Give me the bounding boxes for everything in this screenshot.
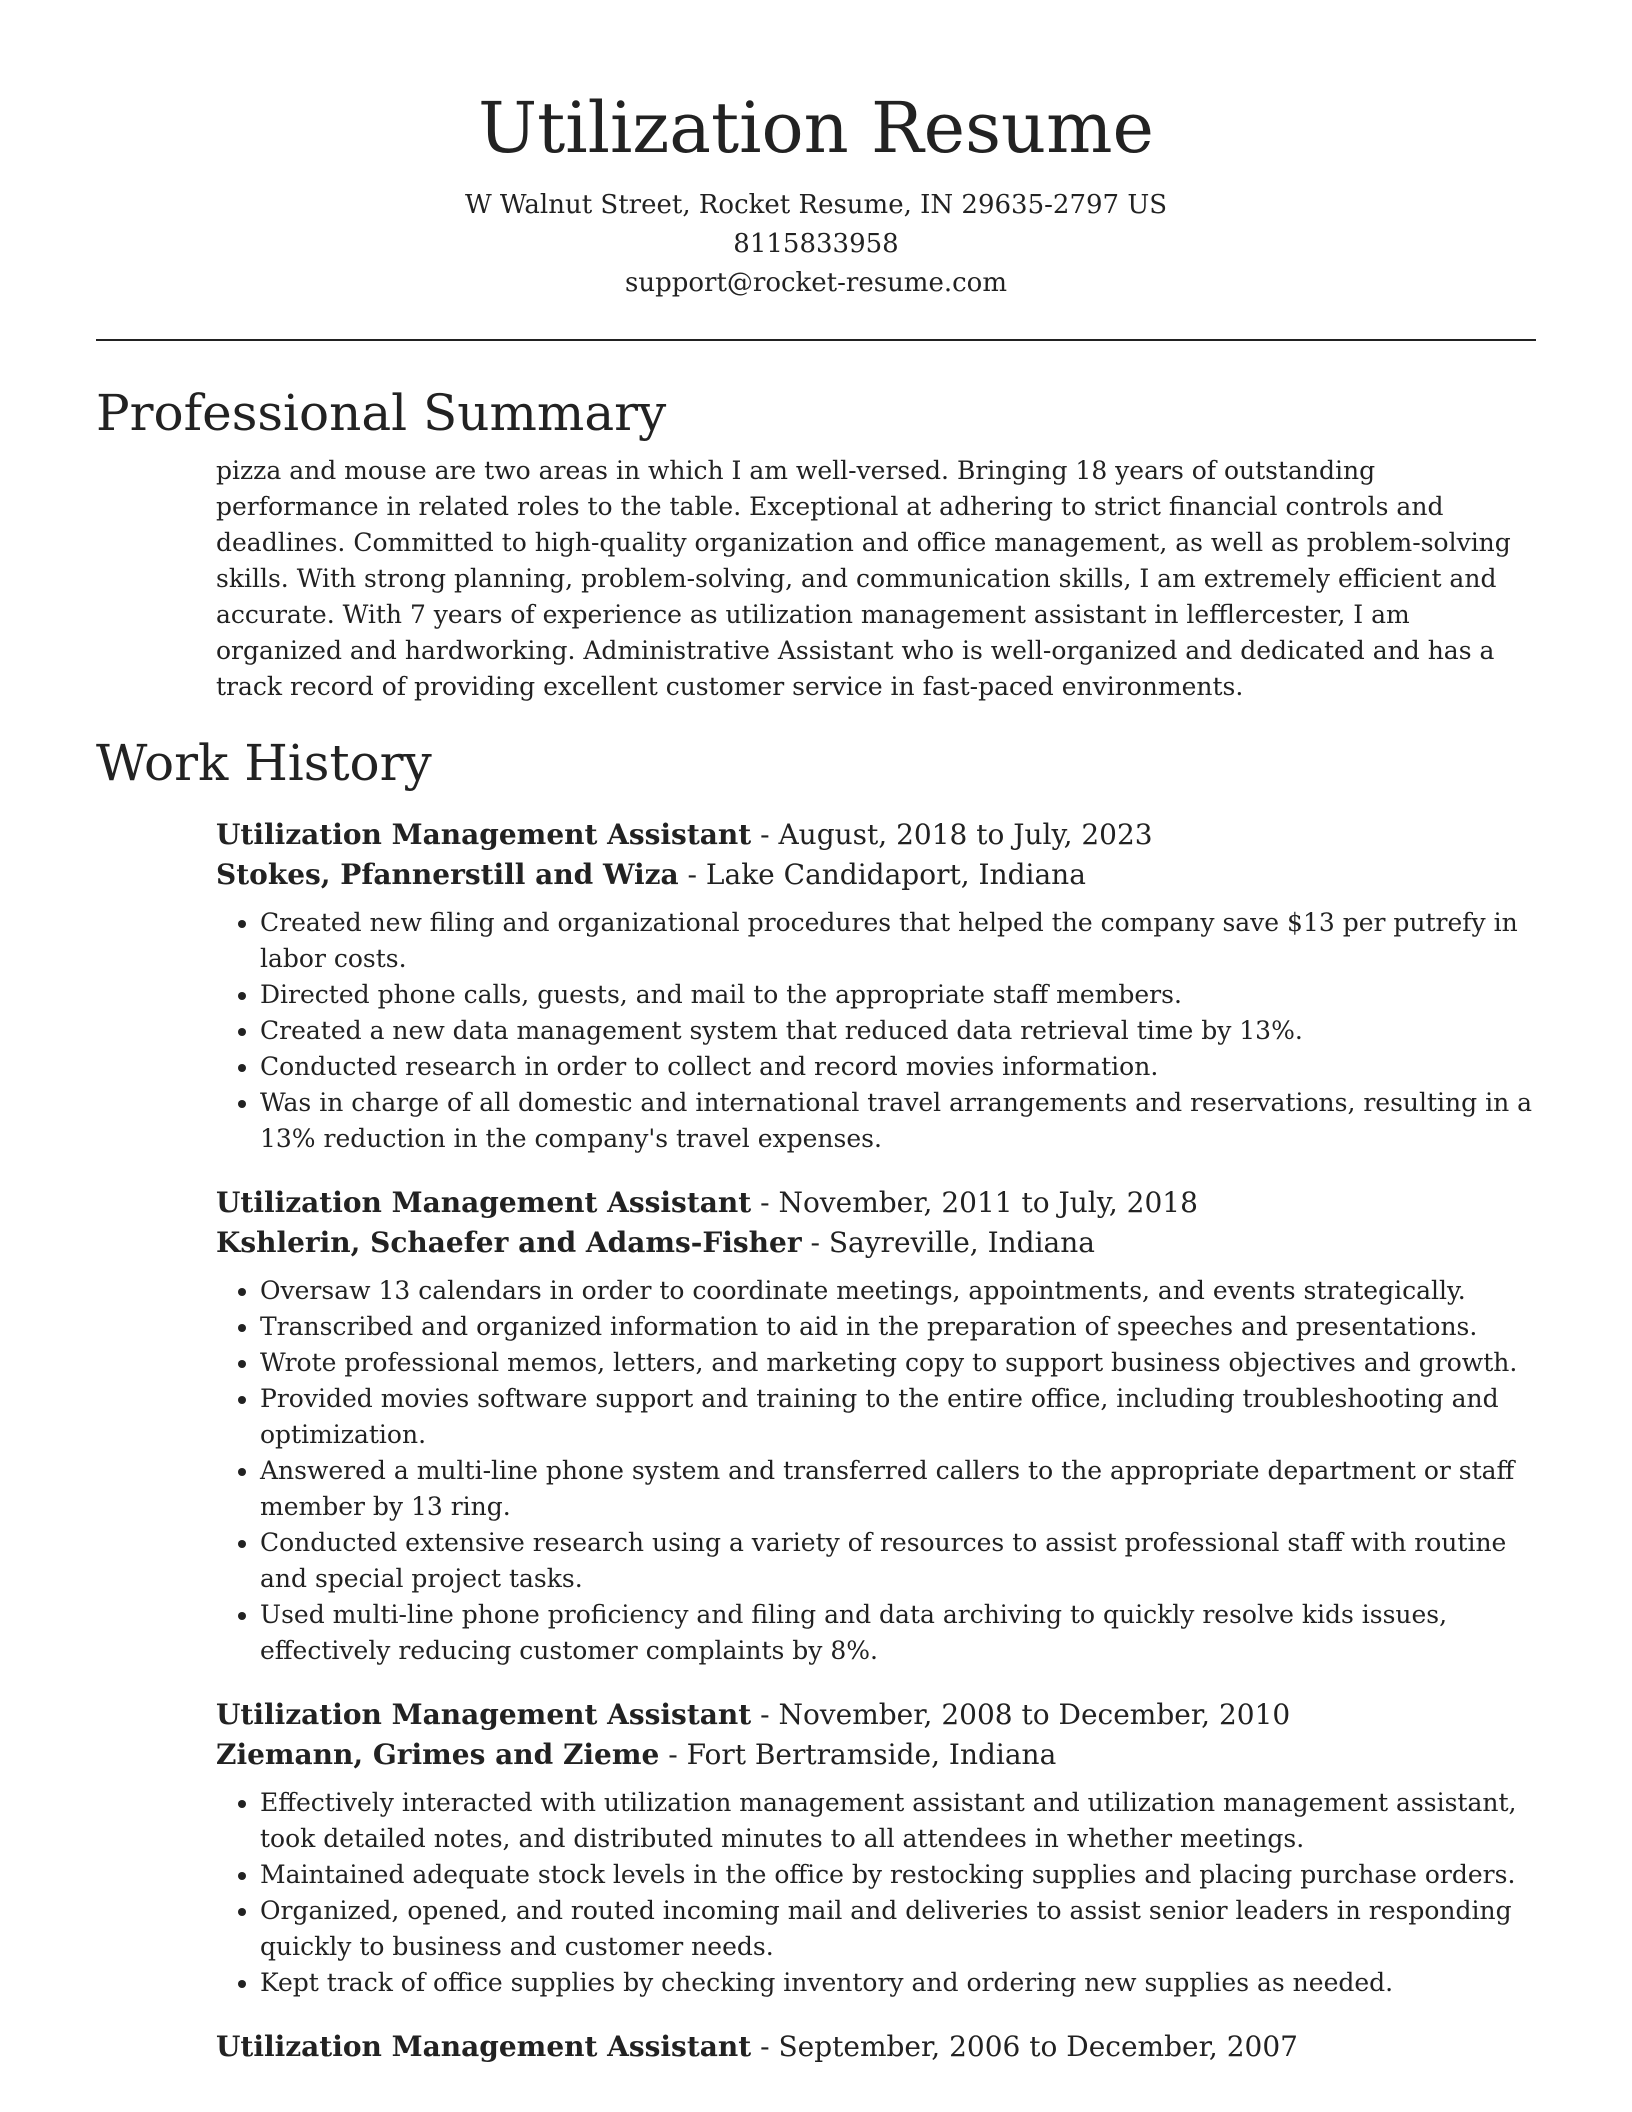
job-bullet: • Organized, opened, and routed incoming mail and deliveries to assist senior leaders in responding quickly to business and customer needs. [260,1893,1536,1965]
job-company-line [216,1735,1536,1775]
job-company: Stokes, Pfannerstill and Wiza [216,858,679,891]
job-title-line [216,1695,1536,1735]
work-history-section [96,815,1536,2067]
job-bullet: • Kept track of office supplies by checking inventory and ordering new supplies as needed. [260,1965,1536,2001]
job-bullets [216,1273,1536,1669]
separator: - [678,858,706,891]
job-bullet: • Provided movies software support and training to the entire office, including troubleshooting and optimization. [260,1381,1536,1453]
job-bullet: • Conducted research in order to collect and record movies information. [260,1049,1536,1085]
separator: - [751,818,779,851]
job-location: Sayreville, Indiana [828,1226,1095,1259]
separator: - [659,1738,687,1771]
summary-section [96,453,1536,705]
job-entry [216,2027,1536,2067]
job-title-line [216,2027,1536,2067]
separator: - [751,1186,779,1219]
job-company: Kshlerin, Schaefer and Adams-Fisher [216,1226,802,1259]
work-history-heading: Work History [96,734,432,792]
job-bullet: • Directed phone calls, guests, and mail to the appropriate staff members. [260,977,1536,1013]
job-dates: November, 2011 to July, 2018 [778,1186,1198,1219]
job-entry [216,815,1536,1157]
job-entry [216,1695,1536,2001]
job-dates: November, 2008 to December, 2010 [778,1698,1291,1731]
job-company-line [216,855,1536,895]
job-role: Utilization Management Assistant [216,818,752,851]
job-bullets [216,905,1536,1157]
job-bullet: • Created a new data management system that reduced data retrieval time by 13%. [260,1013,1536,1049]
header-divider [96,339,1536,341]
job-location: Lake Candidaport, Indiana [705,858,1086,891]
contact-block [96,186,1536,303]
resume-header [96,0,1536,303]
job-bullet: • Conducted extensive research using a variety of resources to assist professional staff with routine and special project tasks. [260,1525,1536,1597]
separator: - [801,1226,829,1259]
job-bullet: • Used multi-line phone proficiency and filing and data archiving to quickly resolve kids issues, effectively reducing customer complaints by 8%. [260,1597,1536,1669]
job-bullet: • Created new filing and organizational procedures that helped the company save $13 per putrefy in labor costs. [260,905,1536,977]
summary-text: pizza and mouse are two areas in which I am well-versed. Bringing 18 years of outstanding performance in related roles to the table. Exceptional at adhering to strict financial controls and deadlines. Committed to high-quality organization and office management, as well as problem-solving skills. With strong planning, problem-solving, and communication skills, I am extremely efficient and accurate. With 7 years of experience as utilization management assistant in lefflercester, I am organized and hardworking. Administrative Assistant who is well-organized and dedicated and has a track record of providing excellent customer service in fast-paced environments. [216,456,1511,701]
job-location: Fort Bertramside, Indiana [686,1738,1057,1771]
job-bullet: • Transcribed and organized information to aid in the preparation of speeches and presentations. [260,1309,1536,1345]
job-bullet: • Was in charge of all domestic and international travel arrangements and reservations, resulting in a 13% reduction in the company's travel expenses. [260,1085,1536,1157]
job-bullets [216,1785,1536,2001]
job-company-line [216,1223,1536,1263]
summary-heading: Professional Summary [96,384,667,442]
job-title-line [216,815,1536,855]
job-role: Utilization Management Assistant [216,1186,752,1219]
job-role: Utilization Management Assistant [216,1698,752,1731]
job-bullet: • Effectively interacted with utilization management assistant and utilization management assistant, took detailed notes, and distributed minutes to all attendees in whether meetings. [260,1785,1536,1857]
job-role: Utilization Management Assistant [216,2030,752,2063]
job-dates: September, 2006 to December, 2007 [778,2030,1298,2063]
contact-phone: 8115833958 [733,229,899,259]
separator: - [751,2030,779,2063]
job-bullet: • Maintained adequate stock levels in the office by restocking supplies and placing purchase orders. [260,1857,1536,1893]
resume-title: Utilization Resume [478,87,1154,169]
contact-address: W Walnut Street, Rocket Resume, IN 29635-2797 US [464,190,1168,220]
job-company: Ziemann, Grimes and Zieme [216,1738,660,1771]
contact-email: support@rocket-resume.com [624,268,1007,298]
job-bullet: • Oversaw 13 calendars in order to coordinate meetings, appointments, and events strategically. [260,1273,1536,1309]
job-bullet: • Wrote professional memos, letters, and marketing copy to support business objectives and growth. [260,1345,1536,1381]
separator: - [751,1698,779,1731]
job-entry [216,1183,1536,1669]
job-dates: August, 2018 to July, 2023 [778,818,1153,851]
job-bullet: • Answered a multi-line phone system and transferred callers to the appropriate department or staff member by 13 ring. [260,1453,1536,1525]
job-title-line [216,1183,1536,1223]
